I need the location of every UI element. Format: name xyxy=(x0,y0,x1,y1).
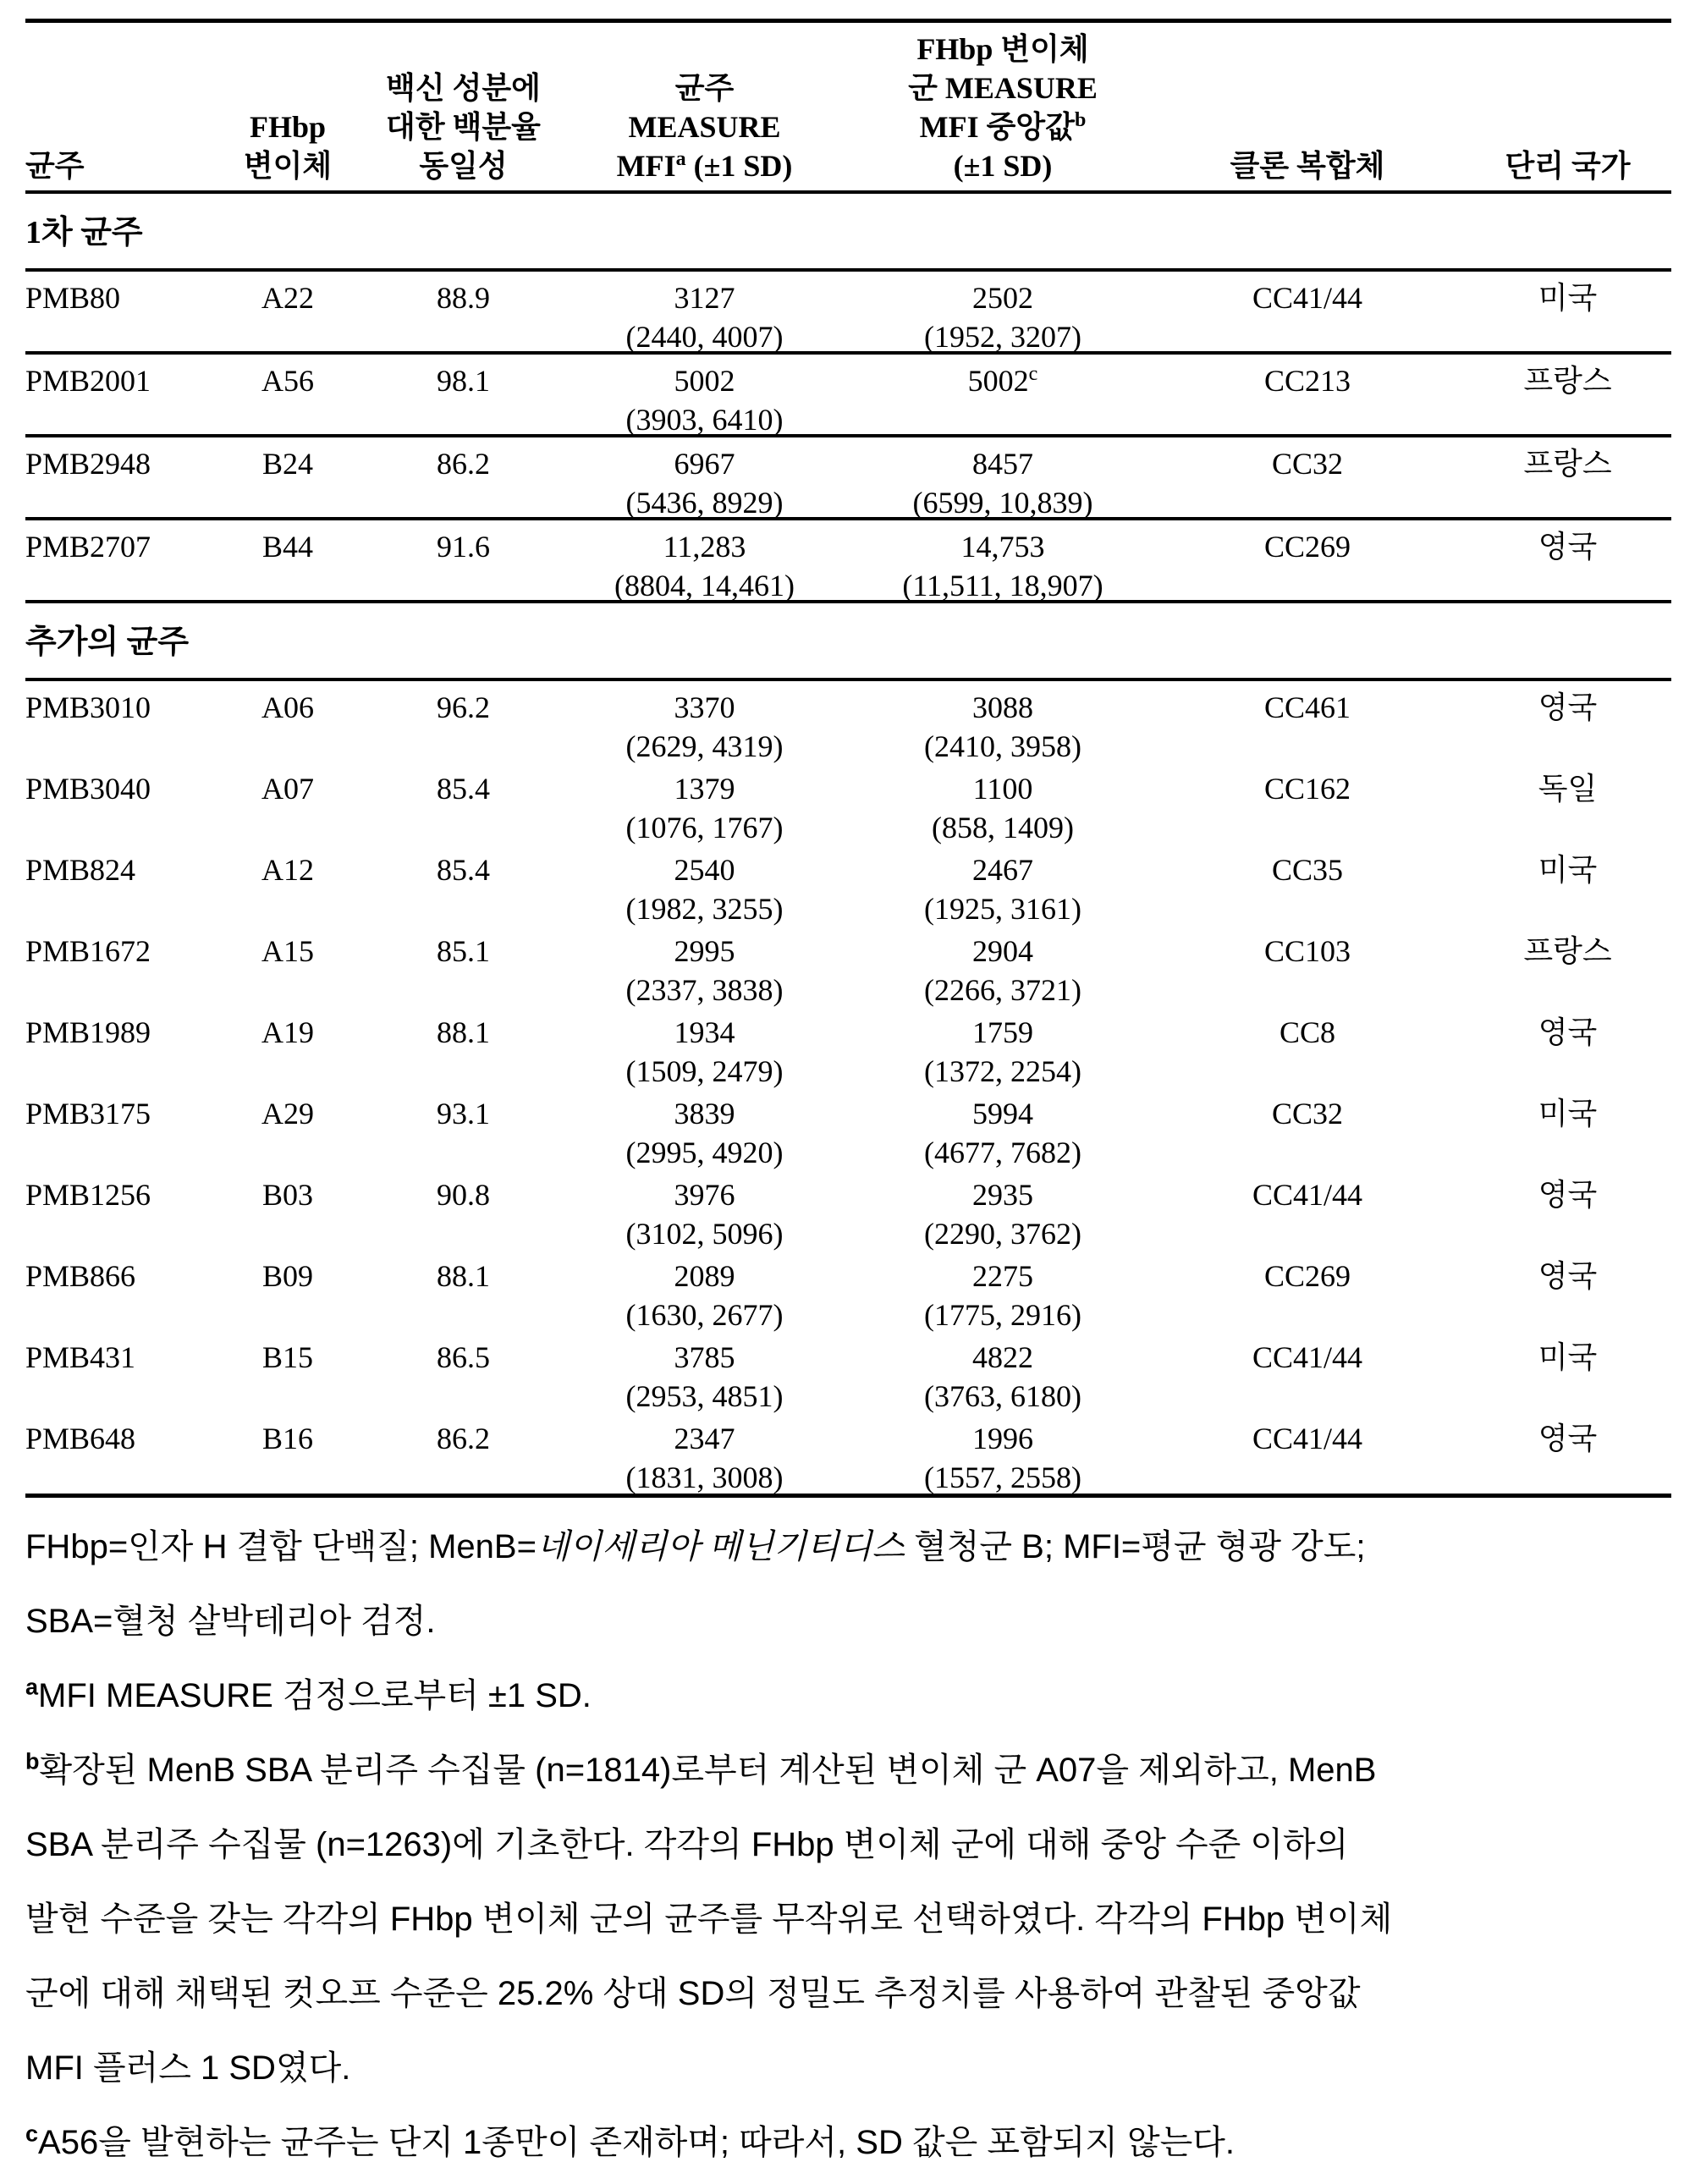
clonal-complex-cell: CC35 xyxy=(1271,853,1344,887)
mfi-cell: 2347 (1831, 3008) xyxy=(625,1422,784,1494)
country-cell: 영국 xyxy=(1538,1422,1598,1455)
mfi-cell: 5002 (3903, 6410) xyxy=(625,364,784,437)
median-cell: 1100 (858, 1409) xyxy=(932,772,1074,844)
identity-cell: 91.6 xyxy=(437,530,490,564)
country-cell: 미국 xyxy=(1538,281,1598,315)
header-line: (±1 SD) xyxy=(953,149,1053,183)
identity-cell: 88.9 xyxy=(437,281,490,315)
header-line: MFI$^a$ (±1 SD) xyxy=(616,148,793,183)
table-header-row xyxy=(25,23,1671,190)
superscript-a: a xyxy=(675,148,686,170)
header-line: FHbp xyxy=(249,110,327,144)
clonal-complex-cell: CC8 xyxy=(1279,1015,1336,1049)
median-cell: 2935 (2290, 3762) xyxy=(924,1178,1081,1251)
header-percent-identity xyxy=(372,23,554,190)
strain-cell: PMB431 xyxy=(25,1340,136,1374)
footnotes xyxy=(25,1510,1684,2180)
clonal-complex-cell: CC461 xyxy=(1263,690,1351,724)
variant-cell: A07 xyxy=(261,772,314,806)
section-primary-strains: 1차 균주 xyxy=(25,215,143,250)
strain-cell: PMB3010 xyxy=(25,690,151,724)
variant-cell: A29 xyxy=(261,1097,314,1131)
header-line: 클론 복합체 xyxy=(1230,149,1385,183)
footnote-a-marker: a xyxy=(25,1674,39,1700)
table-row xyxy=(25,437,1671,520)
clonal-complex-cell: CC103 xyxy=(1263,934,1351,968)
identity-cell: 98.1 xyxy=(437,364,490,398)
superscript-c: c xyxy=(1028,363,1038,385)
mfi-cell: 1934 (1509, 2479) xyxy=(625,1015,784,1088)
header-country xyxy=(1464,23,1671,190)
strain-cell: PMB1672 xyxy=(25,934,151,968)
clonal-complex-cell: CC41/44 xyxy=(1252,1422,1363,1455)
median-cell: 8457 (6599, 10,839) xyxy=(912,447,1093,520)
variant-cell: B16 xyxy=(261,1422,313,1455)
variant-cell: B24 xyxy=(261,447,313,481)
mfi-cell: 3127 (2440, 4007) xyxy=(625,281,784,354)
strain-cell: PMB3175 xyxy=(25,1097,151,1131)
header-line: 동일성 xyxy=(419,149,508,183)
identity-cell: 86.2 xyxy=(437,447,490,481)
variant-cell: A56 xyxy=(261,364,314,398)
header-line: 균주 xyxy=(674,71,735,105)
median-cell: 1759 (1372, 2254) xyxy=(924,1015,1081,1088)
strain-cell: PMB3040 xyxy=(25,772,151,806)
table-row xyxy=(25,1087,1671,1169)
clonal-complex-cell: CC269 xyxy=(1263,530,1351,564)
identity-cell: 88.1 xyxy=(437,1015,490,1049)
median-cell: 2275 (1775, 2916) xyxy=(924,1259,1081,1332)
median-cell: 2904 (2266, 3721) xyxy=(924,934,1081,1007)
strain-cell: PMB866 xyxy=(25,1259,136,1293)
country-cell: 영국 xyxy=(1538,690,1598,724)
variant-cell: B03 xyxy=(261,1178,313,1212)
median-cell: 3088 (2410, 3958) xyxy=(924,690,1081,763)
country-cell: 프랑스 xyxy=(1523,447,1612,481)
median-cell: 2502 (1952, 3207) xyxy=(924,281,1081,354)
strain-cell: PMB2948 xyxy=(25,447,151,481)
median-cell: 14,753 (11,511, 18,907) xyxy=(902,530,1103,602)
country-cell: 영국 xyxy=(1538,1259,1598,1293)
header-line: MEASURE xyxy=(628,110,781,144)
strain-cell: PMB648 xyxy=(25,1422,136,1455)
italic-species-name: 네이세리아 메닌기티디스 xyxy=(536,1527,905,1565)
mfi-cell: 1379 (1076, 1767) xyxy=(625,772,784,844)
footnote-b-marker: b xyxy=(25,1748,40,1774)
clonal-complex-cell: CC32 xyxy=(1271,447,1344,481)
header-line: MFI 중앙값$^b$ xyxy=(919,109,1087,144)
mfi-cell: 2995 (2337, 3838) xyxy=(625,934,784,1007)
footnote-a: $^a$MFI MEASURE 검정으로부터 ±1 SD. xyxy=(25,1674,592,1714)
country-cell: 영국 xyxy=(1538,530,1598,564)
clonal-complex-cell: CC162 xyxy=(1263,772,1351,806)
identity-cell: 88.1 xyxy=(437,1259,490,1293)
clonal-complex-cell: CC269 xyxy=(1263,1259,1351,1293)
strain-table xyxy=(25,19,1671,1498)
median-cell: 2467 (1925, 3161) xyxy=(924,853,1081,926)
header-line: 군 MEASURE xyxy=(908,71,1098,105)
header-line: 백신 성분에 xyxy=(386,71,541,105)
variant-cell: B15 xyxy=(261,1340,313,1374)
footnote-b-line5: MFI 플러스 1 SD였다. xyxy=(25,2049,351,2087)
footnote-abbreviations-line1: FHbp=인자 H 결합 단백질; MenB=네이세리아 메닌기티디스 혈청군 B; MFI=평균 형광 강도; xyxy=(25,1527,1366,1565)
mfi-cell: 2540 (1982, 3255) xyxy=(625,853,784,926)
variant-cell: A19 xyxy=(261,1015,314,1049)
clonal-complex-cell: CC41/44 xyxy=(1252,1178,1363,1212)
header-line: FHbp 변이체 xyxy=(916,32,1089,66)
table-row xyxy=(25,1412,1671,1494)
footnote-b-line2: SBA 분리주 수집물 (n=1263)에 기초한다. 각각의 FHbp 변이체 군에 대해 중앙 수준 이하의 xyxy=(25,1826,1349,1863)
table-row xyxy=(25,1006,1671,1087)
mfi-cell: 6967 (5436, 8929) xyxy=(625,447,784,520)
country-cell: 미국 xyxy=(1538,1340,1598,1374)
identity-cell: 85.4 xyxy=(437,772,490,806)
mfi-cell: 2089 (1630, 2677) xyxy=(625,1259,784,1332)
clonal-complex-cell: CC41/44 xyxy=(1252,1340,1363,1374)
country-cell: 독일 xyxy=(1538,772,1598,806)
section-additional-strains: 추가의 균주 xyxy=(25,624,190,660)
identity-cell: 96.2 xyxy=(437,690,490,724)
variant-cell: B44 xyxy=(261,530,313,564)
header-line: 변이체 xyxy=(243,149,333,183)
variant-cell: A06 xyxy=(261,690,314,724)
country-cell: 프랑스 xyxy=(1523,364,1612,398)
mfi-cell: 3976 (3102, 5096) xyxy=(625,1178,784,1251)
identity-cell: 90.8 xyxy=(437,1178,490,1212)
footnote-b-line1: $^b$확장된 MenB SBA 분리주 수집물 (n=1814)로부터 계산된 변이체 군 A07을 제외하고, MenB xyxy=(25,1748,1377,1789)
clonal-complex-cell: CC41/44 xyxy=(1252,281,1363,315)
clonal-complex-cell: CC213 xyxy=(1263,364,1351,398)
variant-cell: B09 xyxy=(261,1259,313,1293)
header-strain-mfi xyxy=(554,23,855,190)
strain-cell: PMB2001 xyxy=(25,364,151,398)
header-strain xyxy=(25,23,203,190)
strain-cell: PMB1256 xyxy=(25,1178,151,1212)
header-line: 단리 국가 xyxy=(1505,149,1631,183)
header-line: 대한 백분율 xyxy=(386,110,541,144)
superscript-b: b xyxy=(1074,109,1087,131)
identity-cell: 93.1 xyxy=(437,1097,490,1131)
footnote-b-line3: 발현 수준을 갖는 각각의 FHbp 변이체 군의 균주를 무작위로 선택하였다. 각각의 FHbp 변이체 xyxy=(25,1901,1393,1938)
table-row xyxy=(25,272,1671,354)
footnote-abbreviations-line2: SBA=혈청 살박테리아 검정. xyxy=(25,1603,436,1640)
country-cell: 영국 xyxy=(1538,1178,1598,1212)
variant-cell: A12 xyxy=(261,853,314,887)
table-row xyxy=(25,1250,1671,1331)
strain-cell: PMB2707 xyxy=(25,530,151,564)
footnote-c-marker: c xyxy=(25,2121,39,2147)
table-row xyxy=(25,925,1671,1006)
header-group-median-mfi xyxy=(855,23,1151,190)
mfi-cell: 3839 (2995, 4920) xyxy=(625,1097,784,1169)
median-cell: 5994 (4677, 7682) xyxy=(924,1097,1081,1169)
variant-cell: A15 xyxy=(261,934,314,968)
table-row xyxy=(25,681,1671,762)
footnote-c: $^c$A56을 발현하는 균주는 단지 1종만이 존재하며; 따라서, SD 값은 포함되지 않는다. xyxy=(25,2121,1235,2161)
median-cell: 4822 (3763, 6180) xyxy=(924,1340,1081,1413)
mfi-cell: 11,283 (8804, 14,461) xyxy=(614,530,795,602)
country-cell: 영국 xyxy=(1538,1015,1598,1049)
median-cell: 5002$^c$ xyxy=(967,363,1038,398)
identity-cell: 85.1 xyxy=(437,934,490,968)
footnote-b-line4: 군에 대해 채택된 컷오프 수준은 25.2% 상대 SD의 정밀도 추정치를 사용하여 관찰된 중앙값 xyxy=(25,1975,1361,2012)
header-strain-label: 균주 xyxy=(25,149,85,183)
strain-cell: PMB80 xyxy=(25,281,121,315)
clonal-complex-cell: CC32 xyxy=(1271,1097,1344,1131)
table-row xyxy=(25,844,1671,925)
identity-cell: 86.5 xyxy=(437,1340,490,1374)
table-row xyxy=(25,762,1671,844)
table-row xyxy=(25,520,1671,600)
country-cell: 프랑스 xyxy=(1523,934,1612,968)
country-cell: 미국 xyxy=(1538,853,1598,887)
header-fhbp-variant xyxy=(203,23,372,190)
table-row xyxy=(25,1169,1671,1250)
mfi-cell: 3370 (2629, 4319) xyxy=(625,690,784,763)
header-clonal-complex xyxy=(1151,23,1464,190)
identity-cell: 86.2 xyxy=(437,1422,490,1455)
strain-cell: PMB1989 xyxy=(25,1015,151,1049)
strain-cell: PMB824 xyxy=(25,853,136,887)
table-row xyxy=(25,1331,1671,1412)
table-row xyxy=(25,355,1671,437)
identity-cell: 85.4 xyxy=(437,853,490,887)
mfi-cell: 3785 (2953, 4851) xyxy=(625,1340,784,1413)
median-cell: 1996 (1557, 2558) xyxy=(924,1422,1081,1494)
country-cell: 미국 xyxy=(1538,1097,1598,1131)
variant-cell: A22 xyxy=(261,281,314,315)
